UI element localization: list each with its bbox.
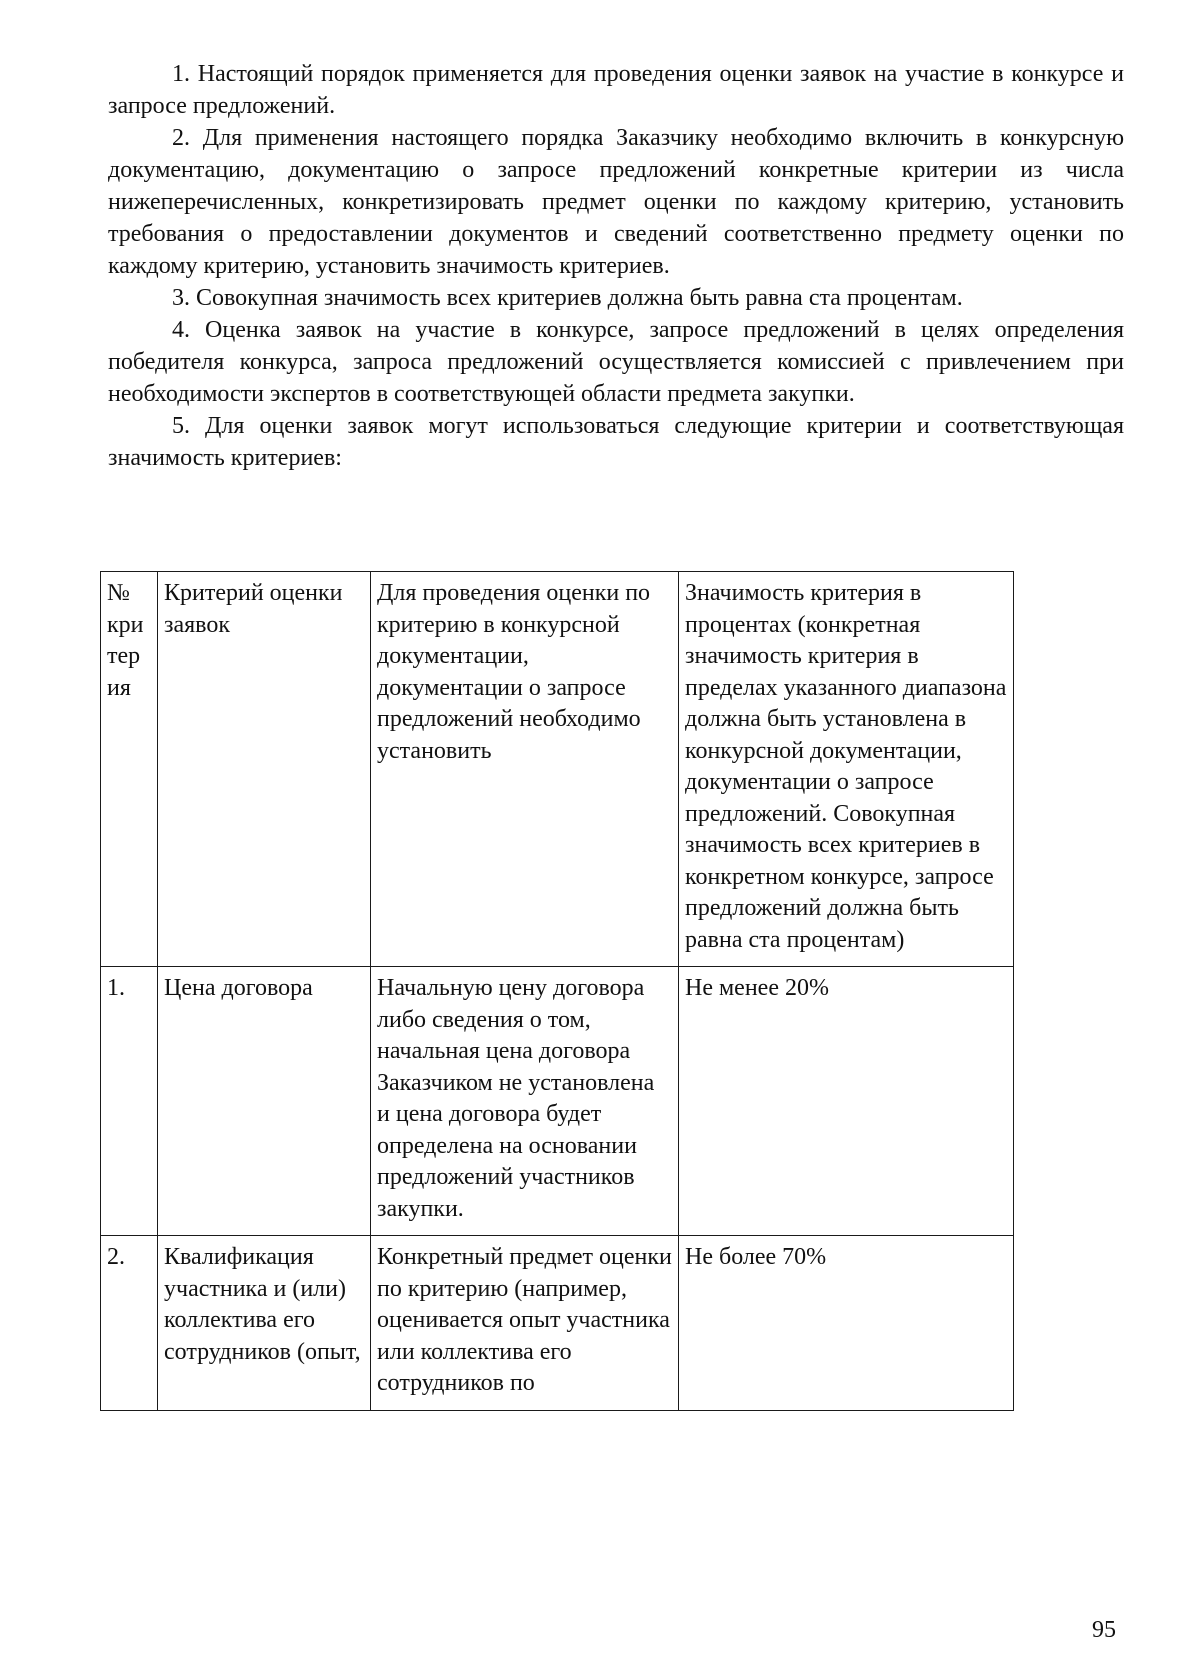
table-row (101, 1236, 1014, 1411)
page-number: 95 (1092, 1617, 1116, 1643)
row-1-setting: Начальную цену договора либо сведения о том, начальная цена договора Заказчиком не установлена и цена договора будет определена на основании предложений участников закупки. (371, 967, 679, 1236)
row-2-criterion: Квалификация участника и (или) коллектива его сотрудников (опыт, (158, 1236, 371, 1411)
paragraph-4: 4. Оценка заявок на участие в конкурсе, запросе предложений в целях определения победителя конкурса, запроса предложений осуществляется комиссией с привлечением при необходимости экспертов в соответствующей области предмета закупки. (108, 317, 1124, 407)
row-1-weight: Не менее 20% (679, 967, 1014, 1236)
paragraph-2: 2. Для применения настоящего порядка Заказчику необходимо включить в конкурсную документацию, документацию о запросе предложений конкретные критерии из числа нижеперечисленных, конкретизировать предмет оценки по каждому критерию, установить требования о предоставлении документов и сведений соответственно предмету оценки по каждому критерию, установить значимость критериев. (108, 125, 1124, 279)
paragraph-1: 1. Настоящий порядок применяется для проведения оценки заявок на участие в конкурсе и запросе предложений. (108, 61, 1124, 119)
criteria-table-wrapper (100, 571, 1014, 1411)
paragraph-5: 5. Для оценки заявок могут использоваться следующие критерии и соответствующая значимость критериев: (108, 413, 1124, 471)
header-cell-number (101, 572, 158, 967)
header-criterion-text: Критерий оценки заявок (164, 580, 343, 638)
row-1-number: 1. (101, 967, 158, 1236)
criteria-table (100, 571, 1014, 1411)
row-2-weight: Не более 70% (679, 1236, 1014, 1411)
header-setting-text: Для проведения оценки по критерию в конкурсной документации, документации о запросе предложений необходимо установить (377, 580, 651, 764)
paragraph-3: 3. Совокупная значимость всех критериев должна быть равна ста процентам. (172, 285, 963, 311)
header-number-text: № кри тер ия (107, 580, 144, 701)
header-cell-weight (679, 572, 1014, 967)
header-weight-text: Значимость критерия в процентах (конкретная значимость критерия в пределах указанного диапазона должна быть установлена в конкурсной документации, документации о запросе предложений. Совокупная значимость всех критериев в конкретном конкурсе, запросе предложений должна быть равна ста процентам) (685, 580, 1007, 953)
table-row (101, 967, 1014, 1236)
row-1-criterion: Цена договора (158, 967, 371, 1236)
header-cell-criterion (158, 572, 371, 967)
table-header-row (101, 572, 1014, 967)
body-text (108, 58, 1124, 474)
header-cell-setting (371, 572, 679, 967)
row-2-setting: Конкретный предмет оценки по критерию (например, оценивается опыт участника или коллектива его сотрудников по (371, 1236, 679, 1411)
row-2-number: 2. (101, 1236, 158, 1411)
